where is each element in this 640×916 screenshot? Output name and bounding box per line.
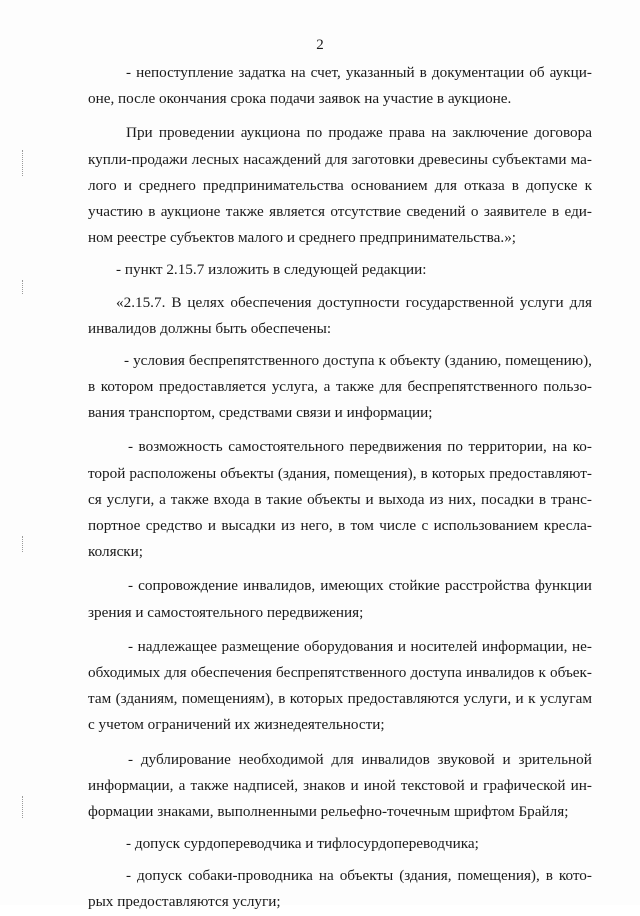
paragraph xyxy=(88,120,592,251)
text-line: вания транспортом, средствами связи и информации; xyxy=(88,404,433,422)
margin-mark xyxy=(22,150,24,176)
text-line: там (зданиям, помещениям), в которых предоставляются услуги, и к услугам xyxy=(88,690,592,708)
text-line: лого и среднего предпринимательства основанием для отказа в допуске к xyxy=(88,176,592,194)
text-line: - возможность самостоятельного передвижения по территории, на ко- xyxy=(128,438,592,456)
paragraph xyxy=(88,634,592,739)
text-line: портное средство и высадки из него, в том числе с использованием кресла- xyxy=(88,517,592,534)
text-line: При проведении аукциона по продаже права на заключение договора xyxy=(126,124,592,142)
paragraph xyxy=(88,60,592,112)
text-line: с учетом ограничений их жизнедеятельности; xyxy=(88,716,385,734)
text-line: в котором предоставляется услуга, а также для беспрепятственного пользо- xyxy=(88,378,592,396)
text-line: обходимых для обеспечения беспрепятственного доступа инвалидов к объек- xyxy=(88,663,592,681)
text-line: ном реестре субъектов малого и среднего предпринимательства.»; xyxy=(88,229,517,247)
paragraph xyxy=(116,831,592,857)
text-line: - дублирование необходимой для инвалидов звуковой и зрительной xyxy=(128,750,592,768)
text-line: оне, после окончания срока подачи заявок на участие в аукционе. xyxy=(88,90,512,108)
text-line: информации, а также надписей, знаков и иной текстовой и графической ин- xyxy=(88,776,592,794)
text-line: зрения и самостоятельного передвижения; xyxy=(88,603,364,621)
text-line: участию в аукционе также является отсутствие сведений о заявителе в еди- xyxy=(88,202,592,220)
text-line: - допуск собаки-проводника на объекты (здания, помещения), в кото- xyxy=(126,867,592,885)
paragraph xyxy=(88,348,592,427)
text-line: формации знаками, выполненными рельефно-точечным шрифтом Брайля; xyxy=(88,802,569,820)
text-line: - сопровождение инвалидов, имеющих стойкие расстройства функции xyxy=(128,577,592,595)
text-line: торой расположены объекты (здания, помещения), в которых предоставляют- xyxy=(88,464,592,482)
paragraph xyxy=(88,573,592,625)
text-line: - пункт 2.15.7 изложить в следующей редакции: xyxy=(116,261,427,279)
margin-mark xyxy=(22,796,24,818)
text-line: коляски; xyxy=(88,543,144,561)
margin-mark xyxy=(22,536,24,552)
paragraph xyxy=(88,434,592,565)
document-body xyxy=(88,60,592,916)
text-line: ся услуги, а также входа в такие объекты и выхода из них, посадки в транс- xyxy=(88,490,592,508)
text-line: - допуск сурдопереводчика и тифлосурдопереводчика; xyxy=(126,835,479,853)
margin-mark xyxy=(22,280,24,294)
text-line: купли-продажи лесных насаждений для заготовки древесины субъектами ма- xyxy=(88,150,592,168)
text-line: инвалидов должны быть обеспечены: xyxy=(88,319,332,337)
text-line: «2.15.7. В целях обеспечения доступности государственной услуги для xyxy=(116,293,592,311)
paragraph xyxy=(88,747,592,826)
text-line: - непоступление задатка на счет, указанный в документации об аукци- xyxy=(126,64,592,81)
text-line: - надлежащее размещение оборудования и носителей информации, не- xyxy=(128,637,592,655)
paragraph xyxy=(88,290,592,342)
text-line: рых предоставляются услуги; xyxy=(88,893,281,911)
page-number: 2 xyxy=(316,37,324,53)
text-line: - условия беспрепятственного доступа к объекту (зданию, помещению), xyxy=(124,351,592,369)
paragraph xyxy=(116,257,592,283)
paragraph xyxy=(88,863,592,915)
